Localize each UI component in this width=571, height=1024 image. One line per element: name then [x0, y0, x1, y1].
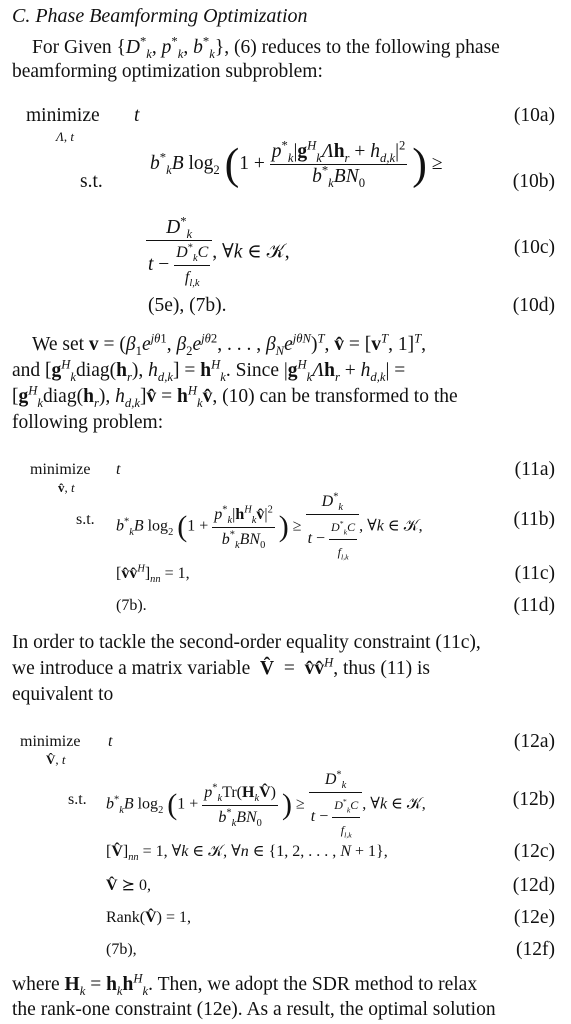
constraint-11d: (7b).: [116, 597, 147, 614]
intro-line1-start: For Given: [32, 37, 117, 58]
opt10-st-label: s.t.: [80, 171, 103, 192]
constraint-12e-math: Rank(V̂) = 1,: [106, 909, 192, 926]
final-line1-end: . Then, we adopt the SDR method to relax: [148, 974, 478, 995]
variable-set-math: {$D^*_k$, $p^*_k$, $b^*_k$}: [116, 34, 225, 61]
tag-10c: (10c): [513, 237, 555, 258]
sdr-intro-paragraph: [12, 630, 555, 708]
following-text: following problem:: [12, 412, 164, 433]
hk-definition-math: $H_k = h_kh^H_k$: [64, 971, 149, 998]
opt10-minimize-variables: Λ, t: [56, 129, 74, 144]
opt12-st-label: s.t.: [68, 791, 87, 808]
tag-10a: (10a): [513, 105, 555, 126]
tag-11d: (11d): [513, 595, 555, 616]
intro-line2: beamforming optimization subproblem:: [12, 61, 323, 82]
opt11-minimize-label: minimize: [30, 461, 91, 478]
constraint-12d-math: V̂ ⪰ 0,: [106, 877, 151, 894]
constraint-10c-math: $D^*_k$ t − $\frac{D^*_kC}{f_{l,k}}$ , ∀k ∈ 𝒦,: [148, 214, 290, 290]
section-heading: C. Phase Beamforming Optimization: [12, 5, 308, 27]
tag-11c: (11c): [514, 563, 555, 584]
constraint-11c-math: $[v̂v̂^H]_{nn} = 1$,: [116, 563, 190, 586]
order-line2-end: , thus (11) is: [333, 658, 430, 679]
vector-definition-paragraph: [12, 332, 555, 436]
constraint-11b-math: $b^*_kB$ $\log_2 (1$ + $\frac{p^*_k|h^H_kv̂|^2}{b^*_kBN_0}$ ) ≥ $D^*_k$ t − $\frac{D^*_kC}{f_{l,k}}$ , ∀k ∈ 𝒦,: [116, 491, 423, 562]
matrix-variable-math: V̂ = v̂v̂$^H$: [259, 655, 334, 679]
tag-12d: (12d): [512, 875, 555, 896]
v-definition-math: $v = (\beta_1e^{j\theta 1}$, $\beta_2e^{j\theta 2}$, . . . , $\beta_Ne^{j\theta N})^T$, v̂ = [$v^T$, 1]$^T$,: [88, 331, 426, 358]
h-definition-math: [$g^H_kdiag(h_r)$, $h_{d,k}] = h^H_k$: [45, 357, 226, 384]
opt11-st-label: s.t.: [76, 511, 95, 528]
tag-10b: (10b): [512, 171, 555, 192]
final-line1-start: where: [12, 974, 60, 995]
opt12-minimize-label: minimize: [20, 733, 81, 750]
identity-math-a: $|g^H_k\Lambda h_r + h_{d,k}|$ =: [283, 357, 406, 384]
opt12-minimize-variables: V̂, t: [46, 752, 66, 767]
constraint-12b-math: $b^*_kB$ $\log_2 (1$ + $\frac{p^*_kTr(H_kV̂)}{b^*_kBN_0}$ ) ≥ $D^*_k$ t − $\frac{D^*_kC}{f_{l,k}}$ , ∀k ∈ 𝒦,: [106, 769, 426, 840]
constraint-12f: (7b),: [106, 941, 137, 958]
tag-12c: (12c): [513, 841, 555, 862]
constraint-12c-math: $[V̂]_{nn} = 1$, ∀k ∈ 𝒦, ∀n ∈ {1, 2, . . . , N + 1},: [106, 843, 388, 864]
tag-12a: (12a): [513, 731, 555, 752]
tag-10d: (10d): [512, 295, 555, 316]
opt11-minimize-variables: v̂, t: [58, 480, 75, 495]
intro-paragraph: [12, 36, 555, 84]
final-line2: the rank-one constraint (12e). As a result, the optimal solution: [12, 999, 496, 1020]
tag-12f: (12f): [516, 939, 555, 960]
we-set-text: We set: [32, 334, 85, 355]
constraint-10b-math: $b^*_kB$ $\log_2 (1$ + $\frac{p^*_k|g^H_k\Lambda h_r + h_{d,k}|^2}{b^*_kBN_0}$ ) ≥: [150, 138, 443, 190]
since-text: . Since: [225, 360, 279, 381]
tag-11a: (11a): [514, 459, 555, 480]
order-line1: In order to tackle the second-order equality constraint (11c),: [12, 632, 481, 653]
order-line3: equivalent to: [12, 684, 114, 705]
opt10-minimize-label: minimize: [26, 105, 100, 126]
and-text: and: [12, 360, 41, 381]
tag-12b: (12b): [512, 789, 555, 810]
final-paragraph: [12, 972, 555, 1022]
opt12-objective: t: [108, 733, 113, 750]
can-be-text: , (10) can be transformed to the: [212, 386, 458, 407]
tag-11b: (11b): [513, 509, 555, 530]
tag-12e: (12e): [513, 907, 555, 928]
order-line2-start: we introduce a matrix variable: [12, 658, 251, 679]
opt10-objective: t: [134, 105, 140, 126]
constraint-10d: (5e), (7b).: [148, 295, 227, 316]
identity-math-b: [$g^H_kdiag(h_r)$, $h_{d,k}]v̂$ = $h^H_kv̂$: [12, 383, 213, 410]
intro-line1-end: , (6) reduces to the following phase: [224, 37, 500, 58]
opt11-objective: t: [116, 461, 121, 478]
